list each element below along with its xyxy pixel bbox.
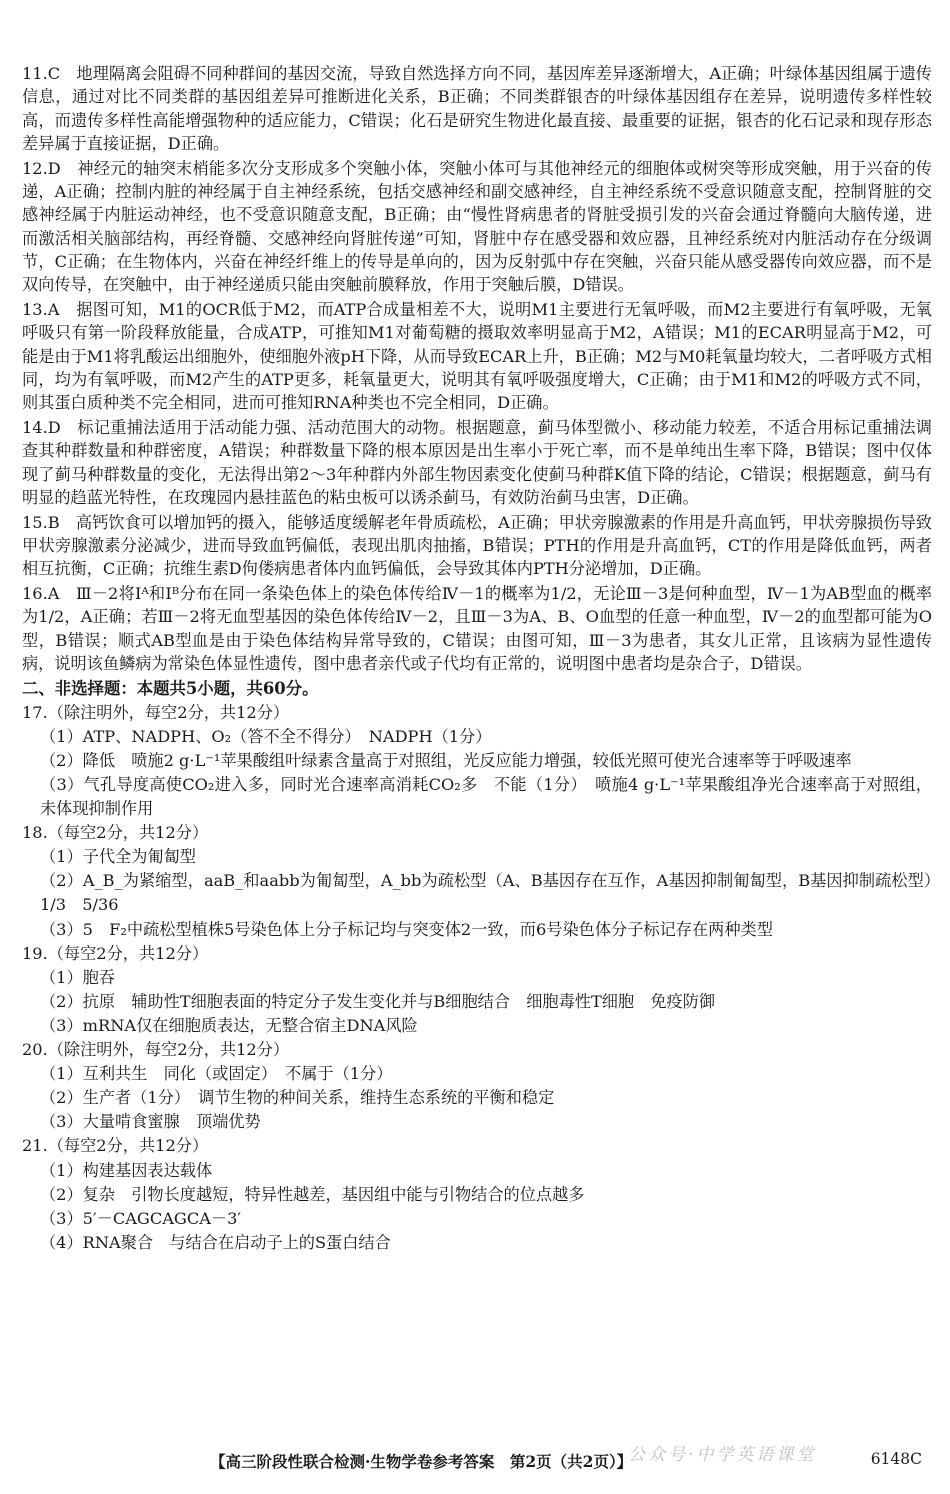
- answer-line: （3）大量啃食蜜腺 顶端优势: [40, 1112, 261, 1132]
- question-19: [22, 942, 932, 1038]
- answer-15: 15.B 高钙饮食可以增加钙的摄入，能够适度缓解老年骨质疏松，A正确；甲状旁腺激素的作用是升高血钙，甲状旁腺损伤导致甲状旁腺激素分泌减少，进而导致血钙偏低，表现出肌肉抽搐，B错误；PTH的作用是升高血钙，CT的作用是降低血钙，两者相互抗衡，C正确；抗维生素D佝偻病患者体内血钙偏低，会导致其体内PTH分泌增加，D正确。: [22, 512, 932, 579]
- footer-code: 6148C: [870, 1450, 922, 1468]
- question-21: [22, 1134, 932, 1254]
- question-header: 19.（每空2分，共12分）: [22, 943, 209, 963]
- watermark: 公众号·中学英语课堂: [628, 1445, 817, 1465]
- answer-line: （1）ATP、NADPH、O₂（答不全不得分） NADPH（1分）: [40, 726, 492, 746]
- answer-line: （1）构建基因表达载体: [40, 1160, 213, 1180]
- footer-title: 【高三阶段性联合检测·生物学卷参考答案 第2页（共2页）】: [210, 1452, 633, 1471]
- answer-line: （3）mRNA仅在细胞质表达，无整合宿主DNA风险: [40, 1015, 418, 1035]
- answer-line: （2）A_B_为紧缩型，aaB_和aabb为匍匐型，A_bb为疏松型（A、B基因存在互作，A基因抑制匍匐型，B基因抑制疏松型） 1/3 5/36: [40, 871, 949, 915]
- question-header: 20.（除注明外，每空2分，共12分）: [22, 1040, 290, 1060]
- answer-12: 12.D 神经元的轴突末梢能多次分支形成多个突触小体，突触小体可与其他神经元的细胞体或树突等形成突触，用于兴奋的传递，A正确；控制内脏的神经属于自主神经系统，包括交感神经和副交感神经，自主神经系统不受意识随意支配，控制肾脏的交感神经属于内脏运动神经，也不受意识随意支配，B正确；由“慢性肾病患者的肾脏受损引发的兴奋会通过脊髓向大脑传递，进而激活相关脑部结构，再经脊髓、交感神经向肾脏传递”可知，肾脏中存在感受器和效应器，且神经系统对内脏活动存在分级调节，C正确；在生物体内，兴奋在神经纤维上的传导是单向的，因为反射弧中存在突触，兴奋只能从感受器传向效应器，而不是双向传导，在突触中，由于神经递质只能由突触前膜释放，作用于突触后膜，D错误。: [22, 158, 932, 295]
- answer-line: （3）5 F₂中疏松型植株5号染色体上分子标记均与突变体2一致，而6号染色体分子标记存在两种类型: [40, 919, 773, 939]
- answer-13: 13.A 据图可知，M1的OCR低于M2，而ATP合成量相差不大，说明M1主要进行无氧呼吸，而M2主要进行有氧呼吸，无氧呼吸只有第一阶段释放能量，合成ATP，可推知M1对葡萄糖的摄取效率明显高于M2，A错误；M1的ECAR明显高于M2，可能是由于M1将乳酸运出细胞外，使细胞外液pH下降，从而导致ECAR上升，B正确；M2与M0耗氧量均较大，二者呼吸方式相同，均为有氧呼吸，而M2产生的ATP更多，耗氧量更大，说明其有氧呼吸强度增大，C正确；由于M1和M2的呼吸方式不同，则其蛋白质种类不完全相同，进而可推知RNA种类也不完全相同，D正确。: [22, 299, 932, 413]
- question-20: [22, 1038, 932, 1134]
- question-header: 21.（每空2分，共12分）: [22, 1136, 209, 1156]
- question-header: 17.（除注明外，每空2分，共12分）: [22, 702, 290, 722]
- answer-line: （2）降低 喷施2 g·L⁻¹苹果酸组叶绿素含量高于对照组，光反应能力增强，较低光照可使光合速率等于呼吸速率: [40, 750, 852, 770]
- answer-11: 11.C 地理隔离会阻碍不同种群间的基因交流，导致自然选择方向不同，基因库差异逐渐增大，A正确；叶绿体基因组属于遗传信息，通过对比不同类群的基因组差异可推断进化关系，B正确；不同类群银杏的叶绿体基因组存在差异，说明遗传多样性较高，而遗传多样性高能增强物种的适应能力，C错误；化石是研究生物进化最直接、最重要的证据，银杏的化石记录和现存形态差异属于直接证据，D正确。: [22, 64, 932, 153]
- answer-line: （1）子代全为匍匐型: [40, 847, 196, 867]
- answer-line: （1）互利共生 同化（或固定） 不属于（1分）: [40, 1064, 393, 1084]
- answer-14: 14.D 标记重捕法适用于活动能力强、活动范围大的动物。根据题意，蓟马体型微小、移动能力较差，不适合用标记重捕法调查其种群数量和种群密度，A错误；种群数量下降的根本原因是出生率小于死亡率，而不是单纯出生率下降，B错误；图中仅体现了蓟马种群数量的变化，无法得出第2～3年种群内外部生物因素变化使蓟马种群K值下降的结论，C错误；根据题意，蓟马有明显的趋蓝光特性，在玫瑰园内悬挂蓝色的粘虫板可以诱杀蓟马，有效防治蓟马虫害，D正确。: [22, 417, 932, 507]
- question-header: 18.（每空2分，共12分）: [22, 823, 209, 843]
- answer-line: （3）气孔导度高使CO₂进入多，同时光合速率高消耗CO₂多 不能（1分） 喷施4 g·L⁻¹苹果酸组净光合速率高于对照组，未体现抑制作用: [40, 775, 932, 819]
- answer-line: （3）5′－CAGCAGCA－3′: [40, 1208, 242, 1228]
- answer-line: （2）抗原 辅助性T细胞表面的特定分子发生变化并与B细胞结合 细胞毒性T细胞 免疫防御: [40, 991, 716, 1011]
- answer-page: [22, 62, 949, 1255]
- answer-16: 16.A Ⅲ－2将Iᴬ和Iᴮ分布在同一条染色体上的染色体传给Ⅳ－1的概率为1/2，无论Ⅲ－3是何种血型，Ⅳ－1为AB型血的概率为1/2，A正确；若Ⅲ－2将无血型基因的染色体传给Ⅳ－2，且Ⅲ－3为A、B、O血型的任意一种血型，Ⅳ－2的血型都可能为O型，B错误；顺式AB型血是由于染色体结构异常导致的，C错误；由图可知，Ⅲ－3为患者，其女儿正常，且该病为显性遗传病，说明该鱼鳞病为常染色体显性遗传，图中患者亲代或子代均有正常的，说明图中患者均是杂合子，D错误。: [22, 584, 932, 673]
- answer-line: （2）复杂 引物长度越短，特异性越差，基因组中能与引物结合的位点越多: [40, 1184, 585, 1204]
- answer-line: （2）生产者（1分） 调节生物的种间关系，维持生态系统的平衡和稳定: [40, 1088, 555, 1108]
- section-title: 二、非选择题：本题共5小题，共60分。: [22, 678, 319, 698]
- answer-line: （1）胞吞: [40, 967, 116, 987]
- answer-line: （4）RNA聚合 与结合在启动子上的S蛋白结合: [40, 1232, 391, 1252]
- question-18: [22, 821, 949, 941]
- question-17: [22, 701, 932, 821]
